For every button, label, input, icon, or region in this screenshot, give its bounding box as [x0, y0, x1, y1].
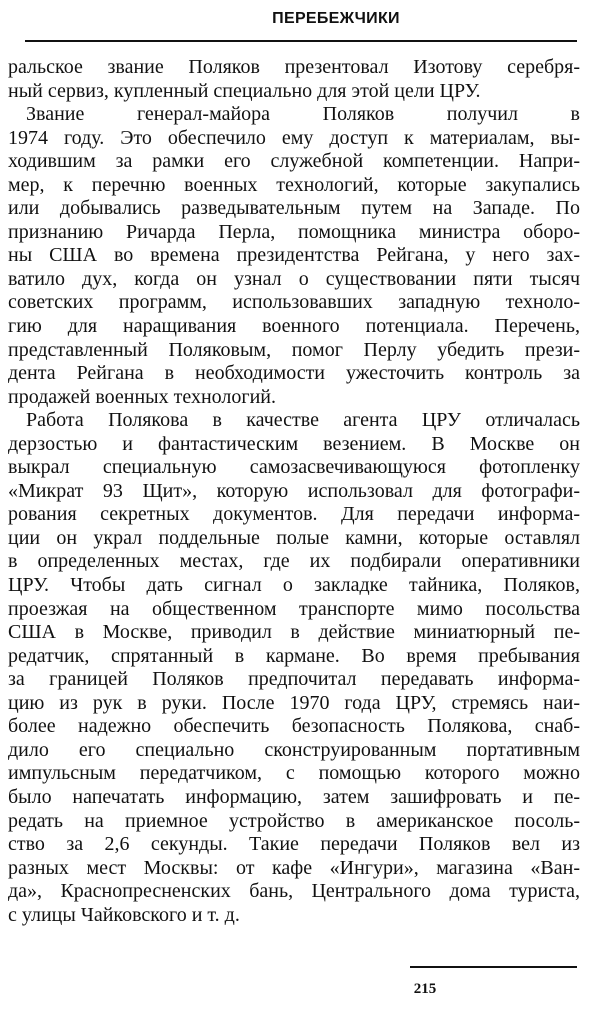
text-line: рования секретных документов. Для передачи информа-	[8, 503, 580, 526]
text-line: ции он украл поддельные полые камни, которые оставлял	[8, 526, 580, 549]
text-line: с улицы Чайковского и т. д.	[8, 903, 240, 926]
header-rule	[25, 40, 577, 42]
text-line: проезжая на общественном транспорте мимо посольства	[8, 597, 580, 620]
text-line: Работа Полякова в качестве агента ЦРУ отличалась	[26, 409, 580, 432]
text-line: ральское звание Поляков презентовал Изотову серебря-	[8, 56, 580, 78]
text-line: США в Москве, приводил в действие миниатюрный пе-	[8, 621, 580, 644]
page-number: 215	[413, 981, 437, 997]
text-line: было напечатать информацию, затем зашифровать и пе-	[8, 785, 580, 808]
text-line: 1974 году. Это обеспечило ему доступ к материалам, вы-	[8, 126, 580, 149]
text-line: ЦРУ. Чтобы дать сигнал о закладке тайника, Поляков,	[8, 574, 580, 597]
text-line: выкрал специальную самозасвечивающуюся фотопленку	[8, 456, 580, 479]
text-line: ны США во времена президентства Рейгана, у него зах-	[8, 244, 580, 267]
text-line: цию из рук в руки. После 1970 года ЦРУ, стремясь наи-	[8, 691, 580, 714]
text-line: «Микрат 93 Щит», которую использовал для фотографи-	[8, 479, 580, 502]
text-line: импульсным передатчиком, с помощью которого можно	[8, 762, 580, 785]
text-line: редать на приемное устройство в американское посоль-	[8, 809, 580, 832]
text-line: или добывались разведывательным путем на Западе. По	[8, 197, 580, 220]
text-line: ный сервиз, купленный специально для этой цели ЦРУ.	[8, 79, 481, 102]
text-line: да», Краснопресненских бань, Центрального дома туриста,	[8, 880, 580, 903]
text-line: дента Рейгана в необходимости ужесточить контроль за	[8, 362, 580, 385]
text-line: в определенных местах, где их подбирали оперативники	[8, 550, 580, 573]
text-line: Звание генерал-майора Поляков получил в	[26, 103, 580, 126]
text-line: разных мест Москвы: от кафе «Ингури», магазина «Ван-	[8, 856, 580, 879]
text-line: редатчик, спрятанный в кармане. Во время пребывания	[8, 644, 580, 667]
text-line: продажей военных технологий.	[8, 385, 276, 408]
text-line: советских программ, использовавших западную техноло-	[8, 291, 580, 314]
text-line: более надежно обеспечить безопасность Полякова, снаб-	[8, 715, 580, 738]
footer-rule	[410, 966, 577, 968]
text-line: дерзостью и фантастическим везением. В Москве он	[8, 432, 580, 455]
body-text	[8, 56, 580, 927]
text-line: признанию Ричарда Перла, помощника министра оборо-	[8, 220, 580, 243]
text-line: дило его специально сконструированным портативным	[8, 738, 580, 761]
text-line: мер, к перечню военных технологий, которые закупались	[8, 173, 580, 196]
text-line: ходившим за рамки его служебной компетенции. Напри-	[8, 150, 580, 173]
text-line: представленный Поляковым, помог Перлу убедить прези-	[8, 338, 580, 361]
text-line: ватило дух, когда он узнал о существовании пяти тысяч	[8, 267, 580, 290]
text-line: ство за 2,6 секунды. Такие передачи Поляков вел из	[8, 833, 580, 856]
running-title: ПЕРЕБЕЖЧИКИ	[272, 10, 400, 27]
text-line: за границей Поляков предпочитал передавать информа-	[8, 668, 580, 691]
text-line: гию для наращивания военного потенциала. Перечень,	[8, 315, 580, 338]
